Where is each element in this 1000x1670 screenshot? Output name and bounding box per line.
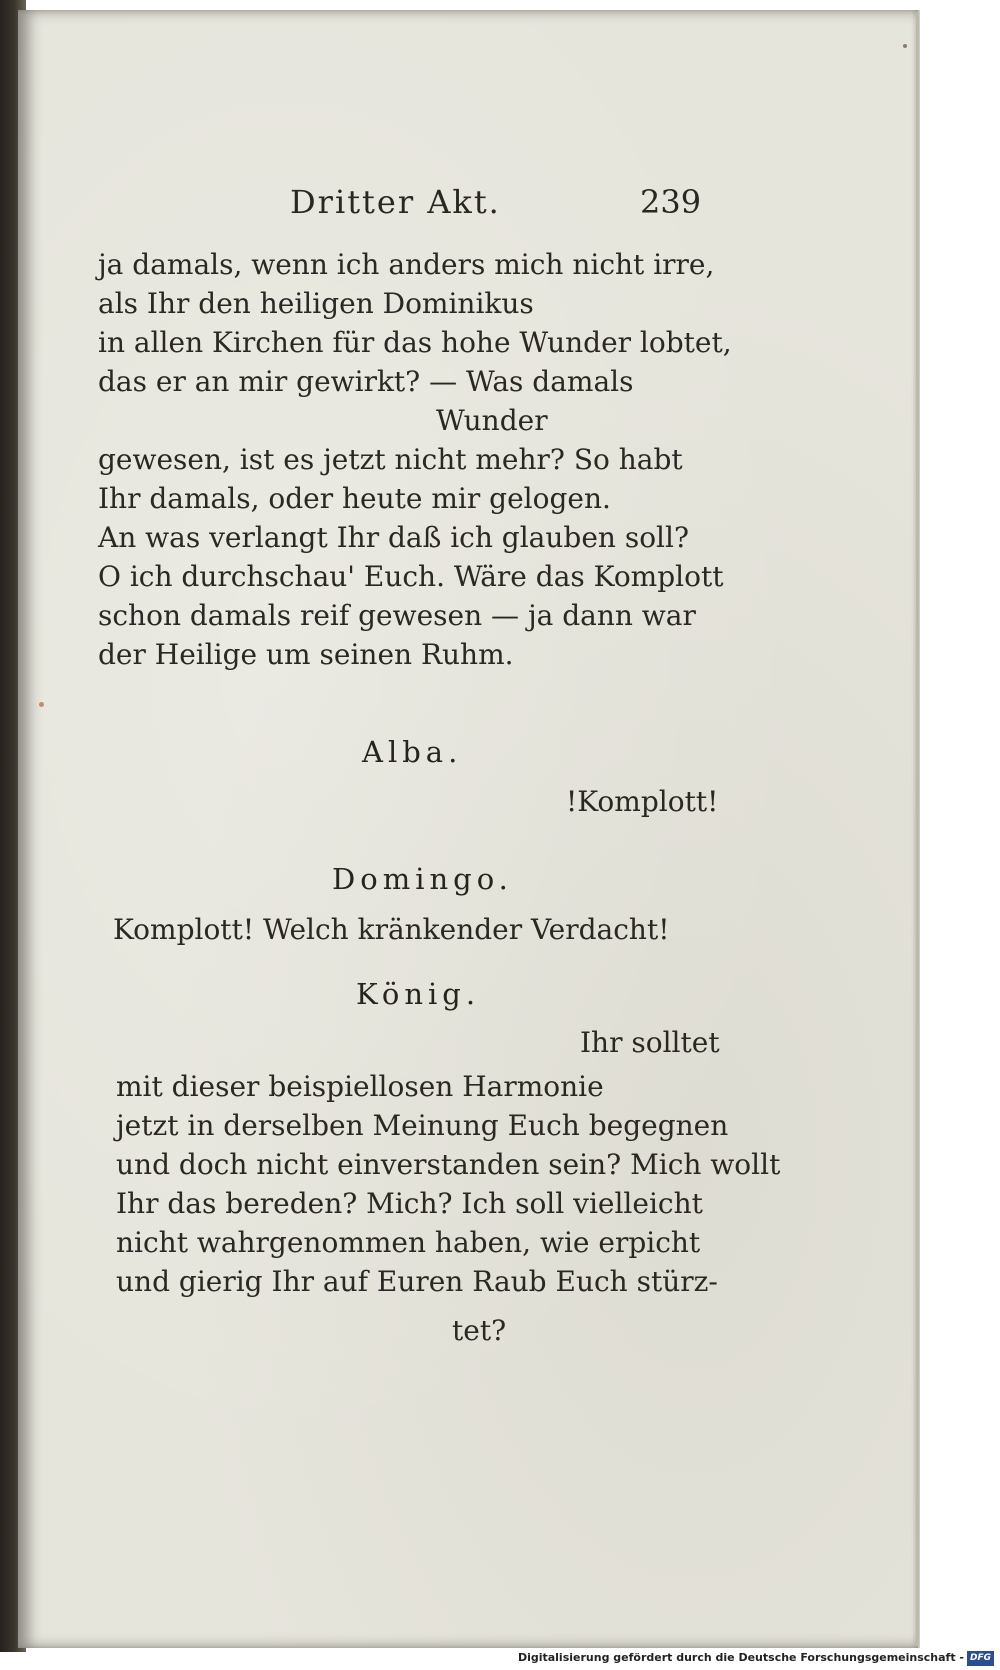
digitization-credit: Digitalisierung gefördert durch die Deutsche Forschungsgemeinschaft -	[517, 1651, 964, 1664]
text-line: und gierig Ihr auf Euren Raub Euch stürz-	[116, 1265, 718, 1298]
speaker-domingo: Domingo.	[332, 862, 513, 896]
speaker-alba: Alba.	[362, 735, 463, 769]
text-line: Ihr das bereden? Mich? Ich soll vielleicht	[116, 1187, 703, 1220]
text-line: in allen Kirchen für das hohe Wunder lobtet,	[98, 326, 732, 359]
text-line: Ihr solltet	[580, 1026, 720, 1059]
text-line: jetzt in derselben Meinung Euch begegnen	[116, 1109, 729, 1142]
text-line: schon damals reif gewesen — ja dann war	[98, 599, 696, 632]
text-line: !Komplott!	[566, 785, 719, 818]
text-line: Komplott! Welch kränkender Verdacht!	[113, 913, 670, 946]
text-line: An was verlangt Ihr daß ich glauben soll?	[98, 521, 689, 554]
paper-speck	[39, 702, 44, 707]
text-line: der Heilige um seinen Ruhm.	[98, 638, 514, 671]
text-line: als Ihr den heiligen Dominikus	[98, 287, 534, 320]
text-line: O ich durchschau' Euch. Wäre das Komplott	[98, 560, 724, 593]
running-title: Dritter Akt.	[290, 183, 501, 221]
text-line: tet?	[452, 1314, 507, 1347]
text-line: nicht wahrgenommen haben, wie erpicht	[116, 1226, 701, 1259]
text-line: Ihr damals, oder heute mir gelogen.	[98, 482, 611, 515]
page-number: 239	[640, 183, 702, 221]
page-edge	[916, 12, 919, 1646]
text-line: ja damals, wenn ich anders mich nicht irre,	[98, 248, 715, 281]
text-line: mit dieser beispiellosen Harmonie	[116, 1070, 604, 1103]
text-line: gewesen, ist es jetzt nicht mehr? So habt	[98, 443, 683, 476]
paper-speck	[903, 44, 907, 48]
speaker-koenig: König.	[356, 977, 481, 1011]
text-line: und doch nicht einverstanden sein? Mich wollt	[116, 1148, 781, 1181]
dfg-logo: DFG	[967, 1651, 994, 1666]
text-line: das er an mir gewirkt? — Was damals	[98, 365, 634, 398]
text-line: Wunder	[436, 404, 548, 437]
